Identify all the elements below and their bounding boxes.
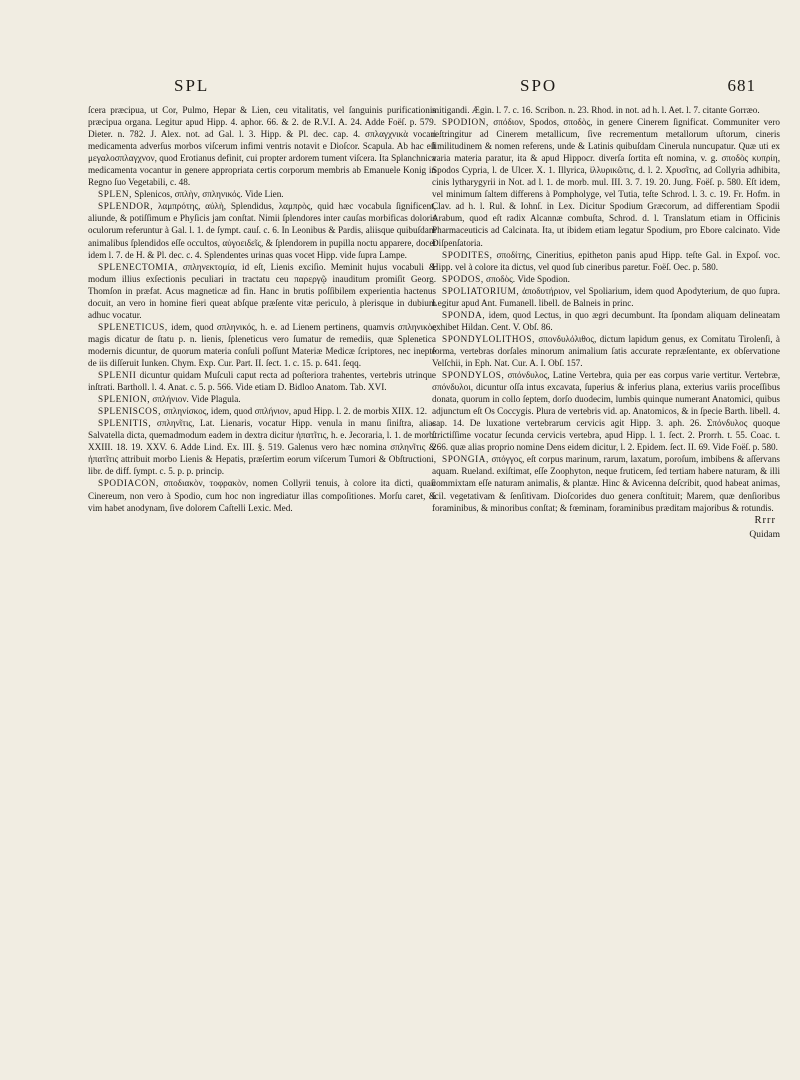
- entry-headword: SPONDYLOS,: [442, 370, 505, 381]
- entry-text: ἀποδυτήριον, vel Spoliarium, idem quod Apodyterium, de quo ſupra. Legitur apud Ant. Fumanell. libell. de Balneis in princ.: [432, 285, 781, 308]
- dictionary-entry: [88, 417, 436, 477]
- page-number: 681: [727, 76, 756, 95]
- entry-text: λαμπρότης, αὐλὴ, Splendidus, λαμπρὸς, quid hæc vocabula ſignificent, aliunde, & potiſſimum e Phyſicis jam conſtat. Nimii ſplendores inter cauſas morbificas doloris oculorum referuntur à Gal. l. 1. de ſympt. cauſ. c. 6. In Leonibus & Pardis, aliisque quibuſdam animalibus ſplendidos eſſe occultos, αὐγοειδεῖς, & ſplendorem in pupilla noctu apparere, docet idem l. 7. de H. & Pl. dec. c. 4. Splendentes urinas quas vocet Hipp. vide ſupra Lampe.: [88, 201, 437, 260]
- entry-text: idem, quod σπληνικός, h. e. ad Lienem pertinens, quamvis σπληνικὸς magis dicatur de ſtatu p. n. lienis, ſpleneticus vero ſumatur de remediis, quæ Splenetica modernis dicuntur, de quorum materia conſuli poſſunt Materiæ Medicæ ſcriptores, nec inepte de iis diſſeruit Iunken. Chym. Exp. Cur. Part. II. ſect. 1. c. 15. p. 641. ſeqq.: [88, 321, 437, 368]
- entry-text: σποδιακὸν, τοφρακὸν, nomen Collyrii tenuis, à colore ita dicti, quaſi Cinereum, non vero à Spodio, cum hoc non ingrediatur illas compoſitiones. Morſu caret, & vim habet anodynam, ſive dolorem Caſtelli Lexic. Med.: [88, 478, 436, 513]
- dictionary-entry: [432, 249, 780, 273]
- right-column-entries: [432, 104, 780, 514]
- entry-headword: SPODIACON,: [98, 478, 159, 489]
- dictionary-entry: [432, 116, 780, 249]
- entry-headword: SPODITES,: [442, 249, 493, 260]
- entry-headword: SPONDA,: [442, 309, 486, 320]
- dictionary-entry: [432, 369, 780, 453]
- entry-text: σπληνίσκος, idem, quod σπλήνιον, apud Hipp. l. 2. de morbis XIIX. 12.: [163, 406, 428, 417]
- dictionary-entry: [88, 104, 436, 188]
- entry-headword: SPLENISCOS,: [98, 406, 162, 417]
- header-left-keyword: SPL: [174, 76, 210, 95]
- entry-text: σποδὸς. Vide Spodion.: [486, 273, 570, 284]
- dictionary-entry: [88, 261, 436, 321]
- entry-headword: SPLENION,: [98, 394, 151, 405]
- dictionary-entry: [432, 104, 780, 116]
- dictionary-entry: [88, 188, 436, 200]
- left-column: [88, 104, 436, 514]
- dictionary-entry: [88, 477, 436, 513]
- running-header: [56, 76, 756, 102]
- dictionary-entry: [88, 321, 436, 369]
- dictionary-entry: [432, 333, 780, 369]
- entry-text: Splenicos, σπλὴν, σπληνικός. Vide Lien.: [134, 189, 284, 200]
- entry-text: σπληνεκτομία, id eſt, Lienis exciſio. Meminit hujus vocabuli & modum illius exſectionis peculiari in tractatu ceu παρεργῷ inauditum promiſit Georg. Thomſon in præfat. Acus magneticæ ad fin. Hanc in brutis poſſibilem experientia hactenus docuit, an vero in homine fieri queat abſque præſente vitæ periculo, à plerisque in dubium adhuc vocatur.: [88, 261, 436, 320]
- entry-headword: SPODION,: [442, 117, 489, 128]
- entry-headword: SPLENETICUS,: [98, 321, 168, 332]
- entry-text: σπόγγος, eſt corpus marinum, rarum, laxatum, poroſum, imbibens & aſſervans aquam. Rueland. exiſtimat, eſſe Zoophyton, neque fruticem, ſed tertiam habere naturam, & illi commixtam eſſe naturam animalis, & plantæ. Hinc & Avicenna deſcribit, quod habeat animas, ſcil. vegetativam & ſenſitivam. Dioſcorides duo genera conſtituit; Marem, quæ denſioribus foraminibus, & minoribus conſtat; & fœminam, foraminibus præditam majoribus & rotundis.: [432, 454, 781, 513]
- entry-text: σπόδιον, Spodos, σποδὸς, in genere Cinerem ſignificat. Communiter vero reſtringitur ad Cinerem metallicum, ſive recrementum metallorum uſtorum, cineris ſimilitudinem & nomen referens, unde & Latinis quibuſdam Cinerula nuncupatur. Quæ uti ex varia materia paratur, ita & apud Hippocr. diverſa ſortita eſt nomina, v. g. σποδὸς κυπρίη, Spodos Cypria, l. de Ulcer. X. 1. Illyrica, ἰλλυρικῶτις, d. l. 2. Χρυσῖτις, ad Collyria adhibita, cinis lytharygyrii in Not. ad l. 1. de morb. mul. III. 3. 7. 19. 20. Jung. Foëſ. p. 580. Eſt idem, vel minimum ſaltem differens à Pompholyge, vel Tutia, teſte Schrod. l. 3. c. 19. Fr. Hofm. in Clav. ad h. l. Rul. & Iohnſ. in Lex. Dicitur Spodium Græcorum, ad differentiam Spodii Arabum, quod eſt radix Alcannæ combuſta, Schrod. d. l. Translatum etiam in Officinis Pharmaceuticis ad Calcinata. Ita, ut ibidem etiam legatur Spodium, pro Ebore calcinato. Vide Diſpenſatoria.: [432, 117, 780, 248]
- entry-text: σπλήνιον. Vide Plagula.: [152, 394, 241, 405]
- entry-text: σπληνῖτις, Lat. Lienaris, vocatur Hipp. venula in manu ſiniſtra, alias Salvatella dicta, quemadmodum eadem in dextra dicitur ἡπατῖτις, h. e. Jecoraria, l. 1. de morb. XXIII. 18. 19. XXV. 6. Adde Lind. Ex. III. §. 519. Galenus vero hæc nomina σπληνῖτις & ἡπατῖτις attribuit morbo Lienis & Hepatis, præſertim eorum viſcerum Tumori & Obſtructioni, libr. de diff. ſympt. c. 5. p. p. princip.: [88, 418, 437, 477]
- right-column: [432, 104, 781, 540]
- entry-headword: SPLENECTOMIA,: [98, 261, 178, 272]
- entry-text: σποδίτης, Cineritius, epitheton panis apud Hipp. teſte Gal. in Expoſ. voc. Hipp. vel à colore ita dictus, vel quod ſub cineribus paretur. Foëſ. Oec. p. 580.: [432, 249, 780, 272]
- entry-text: σπόνδυλος, Latine Vertebra, quia per eas corpus varie vertitur. Vertebræ, σπόνδυλοι, dicuntur oſſa intus excavata, ſuperius & inferius plana, exterius variis proceſſibus donata, quorum in collo ſeptem, dorſo duodecim, lumbis quinque numerant Anatomici, quibus adjunctum eſt Os Coccygis. Plura de vertebris vid. ap. Anatomicos, & in ſpecie Barth. libell. 4. cap. 14. De luxatione vertebrarum cervicis agit Hipp. 3. aph. 26. Σπόνδυλος quoque ſtrictiſſime vocatur ſecunda cervicis vertebra, apud Hipp. l. 1. ſect. 2. Prorrh. t. 55. Coac. t. 266. quæ alias proprio nomine Dens eidem dicitur, l. 2. Epidem. ſect. II. 69. Vide Foëſ. p. 580.: [432, 370, 780, 453]
- dictionary-entry: [432, 309, 780, 333]
- signature-mark: Rrrr: [754, 514, 776, 526]
- entry-headword: SPODOS,: [442, 273, 484, 284]
- dictionary-entry: [432, 273, 780, 285]
- entry-text: mitigandi. Ægin. l. 7. c. 16. Scribon. n. 23. Rhod. in not. ad h. l. Aet. l. 7. citante Gorræo.: [432, 105, 760, 115]
- dictionary-entry: [432, 285, 780, 309]
- catchword: Quidam: [749, 529, 780, 540]
- entry-headword: SPLENITIS,: [98, 418, 152, 429]
- dictionary-entry: [432, 453, 780, 513]
- entry-headword: SPLEN,: [98, 189, 132, 200]
- dictionary-entry: [88, 369, 436, 393]
- entry-headword: SPLENDOR,: [98, 201, 154, 212]
- entry-text: σπονδυλόλιθος, dictum lapidum genus, ex Comitatu Tirolenſi, à forma, vertebras dorſales minorum animalium ſatis accurate repræſentante, ex obſervatione Velſchii, in Eph. Nat. Cur. A. I. Obſ. 157.: [432, 333, 780, 368]
- entry-text: ſcera præcipua, ut Cor, Pulmo, Hepar & Lien, ceu vitalitatis, vel ſanguinis purificationis præcipua organa. Legitur apud Hipp. 4. aphor. 66. & 2. de R.V.I. A. 24. Adde Foëſ. p. 579. Dieter. n. 782. J. Alex. not. ad Gal. l. 3. Hipp. & Pl. dec. cap. 4. σπλαγχνικὰ vocari medicamenta adverſus morbos viſcerum infimi ventris notavit e Dioſcor. Scapula. Ab hac eſt μεγαλοσπλαγχνον, quod Erotianus definit, cui propter ardorem tument viſcera. Ita Splanchnica medicamenta vocantur in genere appropriata certis corporum membris ab Emanuele Konig in Regno ſuo Vegetabili, c. 48.: [88, 105, 436, 188]
- dictionary-entry: [88, 405, 436, 417]
- entry-text: dicuntur quidam Muſculi caput recta ad poſteriora trahentes, vertebris utrinque inſtrati. Bartholl. l. 4. Anat. c. 5. p. 566. Vide etiam D. Bidloo Anatom. Tab. XVI.: [88, 370, 436, 393]
- entry-text: idem, quod Lectus, in quo ægri decumbunt. Ita ſpondam aliquam delineatam exhibet Hildan. Cent. V. Obſ. 86.: [432, 309, 780, 332]
- dictionary-entry: [88, 200, 436, 260]
- entry-headword: SPLENII: [98, 370, 137, 381]
- entry-headword: SPOLIATORIUM,: [442, 285, 520, 296]
- dictionary-entry: [88, 393, 436, 405]
- entry-headword: SPONDYLOLITHOS,: [442, 333, 535, 344]
- entry-headword: SPONGIA,: [442, 454, 489, 465]
- header-right-keyword: SPO: [520, 76, 558, 95]
